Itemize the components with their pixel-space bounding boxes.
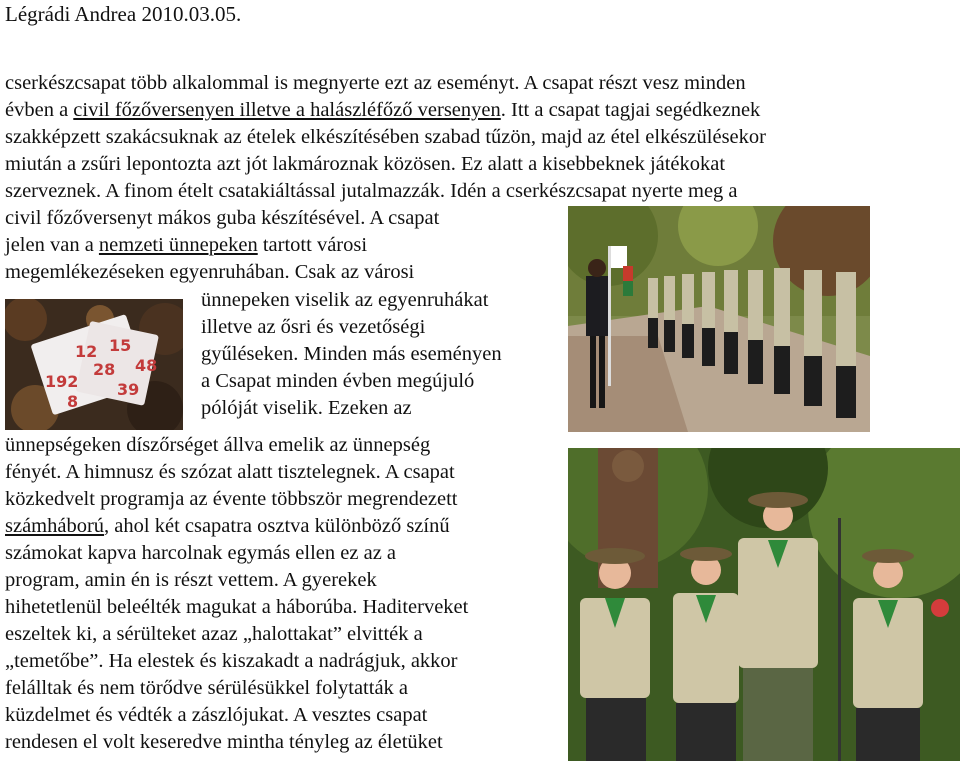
card-number-2: 15 — [109, 336, 132, 355]
text-line-16: közkedvelt programja az évente többször megrendezett — [5, 488, 458, 510]
text-line-25: rendesen el volt keseredve mintha tényleg az életüket — [5, 731, 443, 753]
text-line-14: ünnepségeken díszőrséget állva emelik az ünnepség — [5, 434, 431, 456]
card-number-6: 8 — [67, 392, 79, 411]
text-line-17: számháború, ahol két csapatra osztva különböző színű — [5, 515, 450, 537]
text-line-13: pólóját viselik. Ezeken az — [201, 397, 412, 419]
text-line-24: küzdelmet és védték a zászlójukat. A vesztes csapat — [5, 704, 428, 726]
document-header: Légrádi Andrea 2010.03.05. — [5, 2, 242, 26]
text-line-11: gyűléseken. Minden más eseményen — [201, 343, 502, 365]
card-number-4: 39 — [117, 380, 140, 399]
photo-number-cards — [5, 299, 183, 430]
text-line-10: illetve az ősri és vezetőségi — [201, 316, 426, 338]
text-line-20: hihetetlenül beleélték magukat a háborúba. Haditerveket — [5, 596, 469, 618]
text-line-18: számokat kapva harcolnak egymás ellen ez az a — [5, 542, 397, 564]
card-number-1: 12 — [75, 342, 98, 361]
text-line-4: miután a zsűri lepontozta azt jót lakmároznak közösen. Ez alatt a kisebbeknek játékokat — [5, 153, 726, 175]
card-number-5: 192 — [45, 372, 79, 391]
link-civil-cooking-contest[interactable]: civil főzőversenyen illetve a halászléfőző versenyen — [73, 99, 501, 121]
text-line-7: jelen van a nemzeti ünnepeken tartott városi — [5, 234, 368, 256]
text-line-2: évben a civil főzőversenyen illetve a halászléfőző versenyen. Itt a csapat tagjai segédkeznek — [5, 99, 761, 121]
card-number-7: 48 — [135, 356, 158, 375]
link-szamhaboru[interactable]: számháború — [5, 515, 105, 537]
text-line-9: ünnepeken viselik az egyenruhákat — [201, 289, 489, 311]
photo-scouts-saluting — [568, 448, 960, 761]
text-line-19: program, amin én is részt vettem. A gyerekek — [5, 569, 377, 591]
photo-scout-lineup — [568, 206, 870, 432]
card-number-3: 28 — [93, 360, 116, 379]
text-line-3: szakképzett szakácsuknak az ételek elkészítésében szabad tűzön, majd az étel elkészülésekor — [5, 126, 766, 148]
text-line-1: cserkészcsapat több alkalommal is megnyerte ezt az eseményt. A csapat részt vesz minden — [5, 72, 746, 94]
text-line-6: civil főzőversenyt mákos guba készítésével. A csapat — [5, 207, 440, 229]
text-line-23: felálltak és nem törődve sérülésükkel folytatták a — [5, 677, 409, 699]
text-line-21: eszeltek ki, a sérülteket azaz „halottakat” elvitték a — [5, 623, 423, 645]
link-national-holidays[interactable]: nemzeti ünnepeken — [98, 234, 258, 256]
text-line-12: a Csapat minden évben megújuló — [201, 370, 475, 392]
text-line-22: „temetőbe”. Ha elestek és kiszakadt a nadrágjuk, akkor — [5, 650, 458, 672]
text-line-5: szerveznek. A finom ételt csatakiáltással jutalmazzák. Idén a cserkészcsapat nyerte meg a — [5, 180, 738, 202]
text-line-15: fényét. A himnusz és szózat alatt tisztelegnek. A csapat — [5, 461, 455, 483]
text-line-8: megemlékezéseken egyenruhában. Csak az városi — [5, 261, 415, 283]
